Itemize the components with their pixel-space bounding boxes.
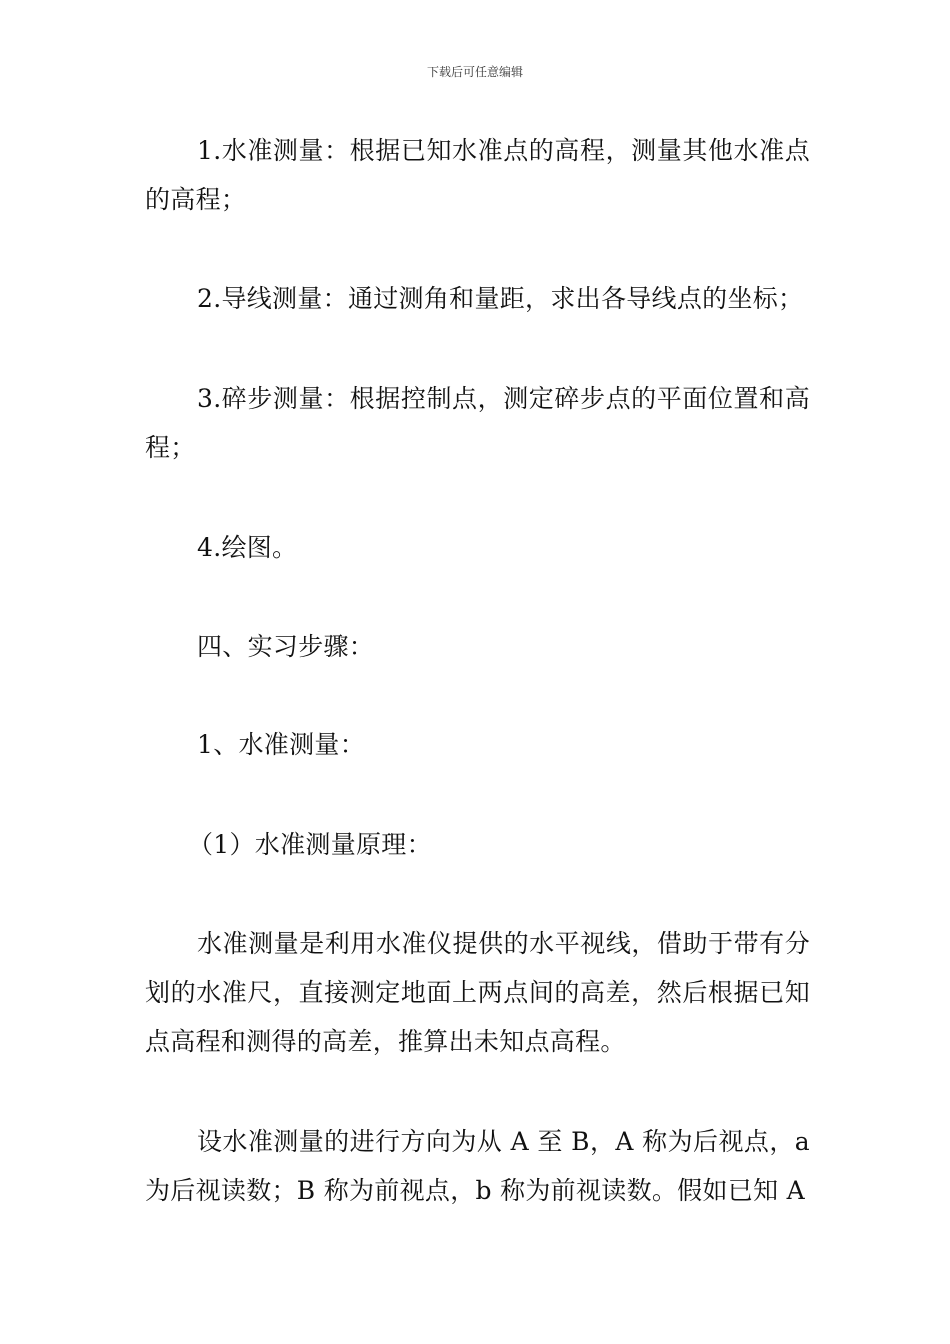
- page-header-note: 下载后可任意编辑: [426, 65, 523, 79]
- paragraph-leveling-principle: 水准测量是利用水准仪提供的水平视线，借助于带有分划的水准尺，直接测定地面上两点间的高差，然后根据已知点高程和测得的高差，推算出未知点高程。: [145, 929, 810, 1056]
- paragraph-drawing-task: 4.绘图。: [197, 533, 298, 562]
- section-heading-practice-steps: 四、实习步骤：: [197, 632, 375, 661]
- paragraph-detail-survey-task: 3.碎步测量：根据控制点，测定碎步点的平面位置和高程；: [145, 384, 810, 462]
- subheading-leveling: 1、水准测量：: [197, 730, 366, 759]
- paragraph-leveling-task: 1.水准测量：根据已知水准点的高程，测量其他水准点的高程；: [145, 136, 810, 214]
- subheading-leveling-principle: （1）水准测量原理：: [188, 830, 432, 859]
- paragraph-traverse-task: 2.导线测量：通过测角和量距，求出各导线点的坐标；: [197, 284, 804, 313]
- paragraph-leveling-direction: 设水准测量的进行方向为从 A 至 B，A 称为后视点，a 为后视读数；B 称为前视点，b 称为前视读数。假如已知 A: [145, 1127, 810, 1205]
